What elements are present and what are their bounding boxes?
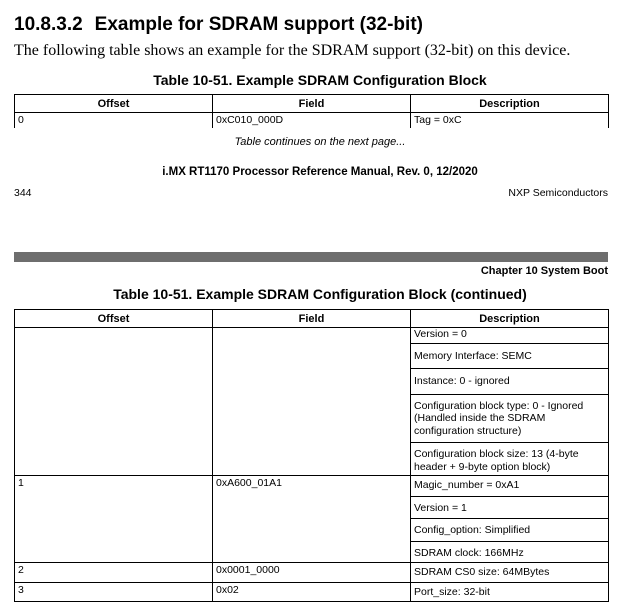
desc-line: Memory Interface: SEMC bbox=[411, 343, 608, 369]
section-heading bbox=[14, 14, 423, 36]
table-row bbox=[15, 476, 609, 563]
desc-line: Port_size: 32-bit bbox=[414, 585, 490, 598]
cell-offset: 3 bbox=[15, 582, 213, 602]
table-row bbox=[15, 328, 609, 476]
cell-offset: 0 bbox=[15, 113, 213, 129]
chapter-label: Chapter 10 System Boot bbox=[480, 265, 608, 277]
table-row bbox=[15, 582, 609, 602]
col-header-offset: Offset bbox=[15, 95, 213, 113]
cell-description bbox=[411, 476, 609, 563]
col-header-field: Field bbox=[213, 95, 411, 113]
table1-header-row bbox=[15, 95, 609, 113]
table-row bbox=[15, 563, 609, 583]
desc-line: Instance: 0 - ignored bbox=[411, 368, 608, 394]
intro-paragraph: The following table shows an example for the SDRAM support (32-bit) on this device. bbox=[14, 42, 571, 59]
col-header-description: Description bbox=[411, 310, 609, 328]
footer-company: NXP Semiconductors bbox=[508, 187, 608, 199]
table2-caption: Table 10-51. Example SDRAM Configuration Block (continued) bbox=[113, 286, 527, 302]
desc-line: Version = 0 bbox=[414, 328, 467, 340]
desc-line: Config_option: Simplified bbox=[411, 518, 608, 541]
desc-line: SDRAM clock: 166MHz bbox=[411, 541, 608, 563]
cell-offset bbox=[15, 328, 213, 476]
cell-offset: 2 bbox=[15, 563, 213, 583]
desc-line: Configuration block type: 0 - Ignored (Handled inside the SDRAM configuration structure) bbox=[411, 394, 608, 443]
cell-offset: 1 bbox=[15, 476, 213, 563]
table-row bbox=[15, 113, 609, 129]
cell-field: 0xC010_000D bbox=[213, 113, 411, 129]
section-number: 10.8.3.2 bbox=[14, 14, 83, 35]
cell-description bbox=[411, 582, 609, 602]
table2-header-row bbox=[15, 310, 609, 328]
cell-description bbox=[411, 563, 609, 583]
col-header-description: Description bbox=[411, 95, 609, 113]
cell-description: Tag = 0xC bbox=[411, 113, 609, 129]
desc-line: Magic_number = 0xA1 bbox=[414, 479, 520, 491]
footer-title: i.MX RT1170 Processor Reference Manual, Rev. 0, 12/2020 bbox=[162, 166, 478, 178]
page-break bbox=[0, 208, 640, 248]
cell-field: 0x0001_0000 bbox=[213, 563, 411, 583]
cell-description bbox=[411, 328, 609, 476]
table2 bbox=[14, 309, 609, 602]
table1-caption: Table 10-51. Example SDRAM Configuration Block bbox=[153, 72, 487, 88]
desc-line: Configuration block size: 13 (4-byte header + 9-byte option block) bbox=[411, 442, 608, 475]
cell-field bbox=[213, 328, 411, 476]
page-number: 344 bbox=[14, 187, 32, 199]
chapter-bar bbox=[14, 252, 608, 262]
table-continues-note: Table continues on the next page... bbox=[234, 136, 406, 148]
desc-line: Version = 1 bbox=[411, 496, 608, 519]
col-header-offset: Offset bbox=[15, 310, 213, 328]
cell-field: 0xA600_01A1 bbox=[213, 476, 411, 563]
table1 bbox=[14, 94, 609, 128]
col-header-field: Field bbox=[213, 310, 411, 328]
section-title: Example for SDRAM support (32-bit) bbox=[94, 14, 423, 35]
cell-field: 0x02 bbox=[213, 582, 411, 602]
desc-line: SDRAM CS0 size: 64MBytes bbox=[414, 566, 550, 578]
